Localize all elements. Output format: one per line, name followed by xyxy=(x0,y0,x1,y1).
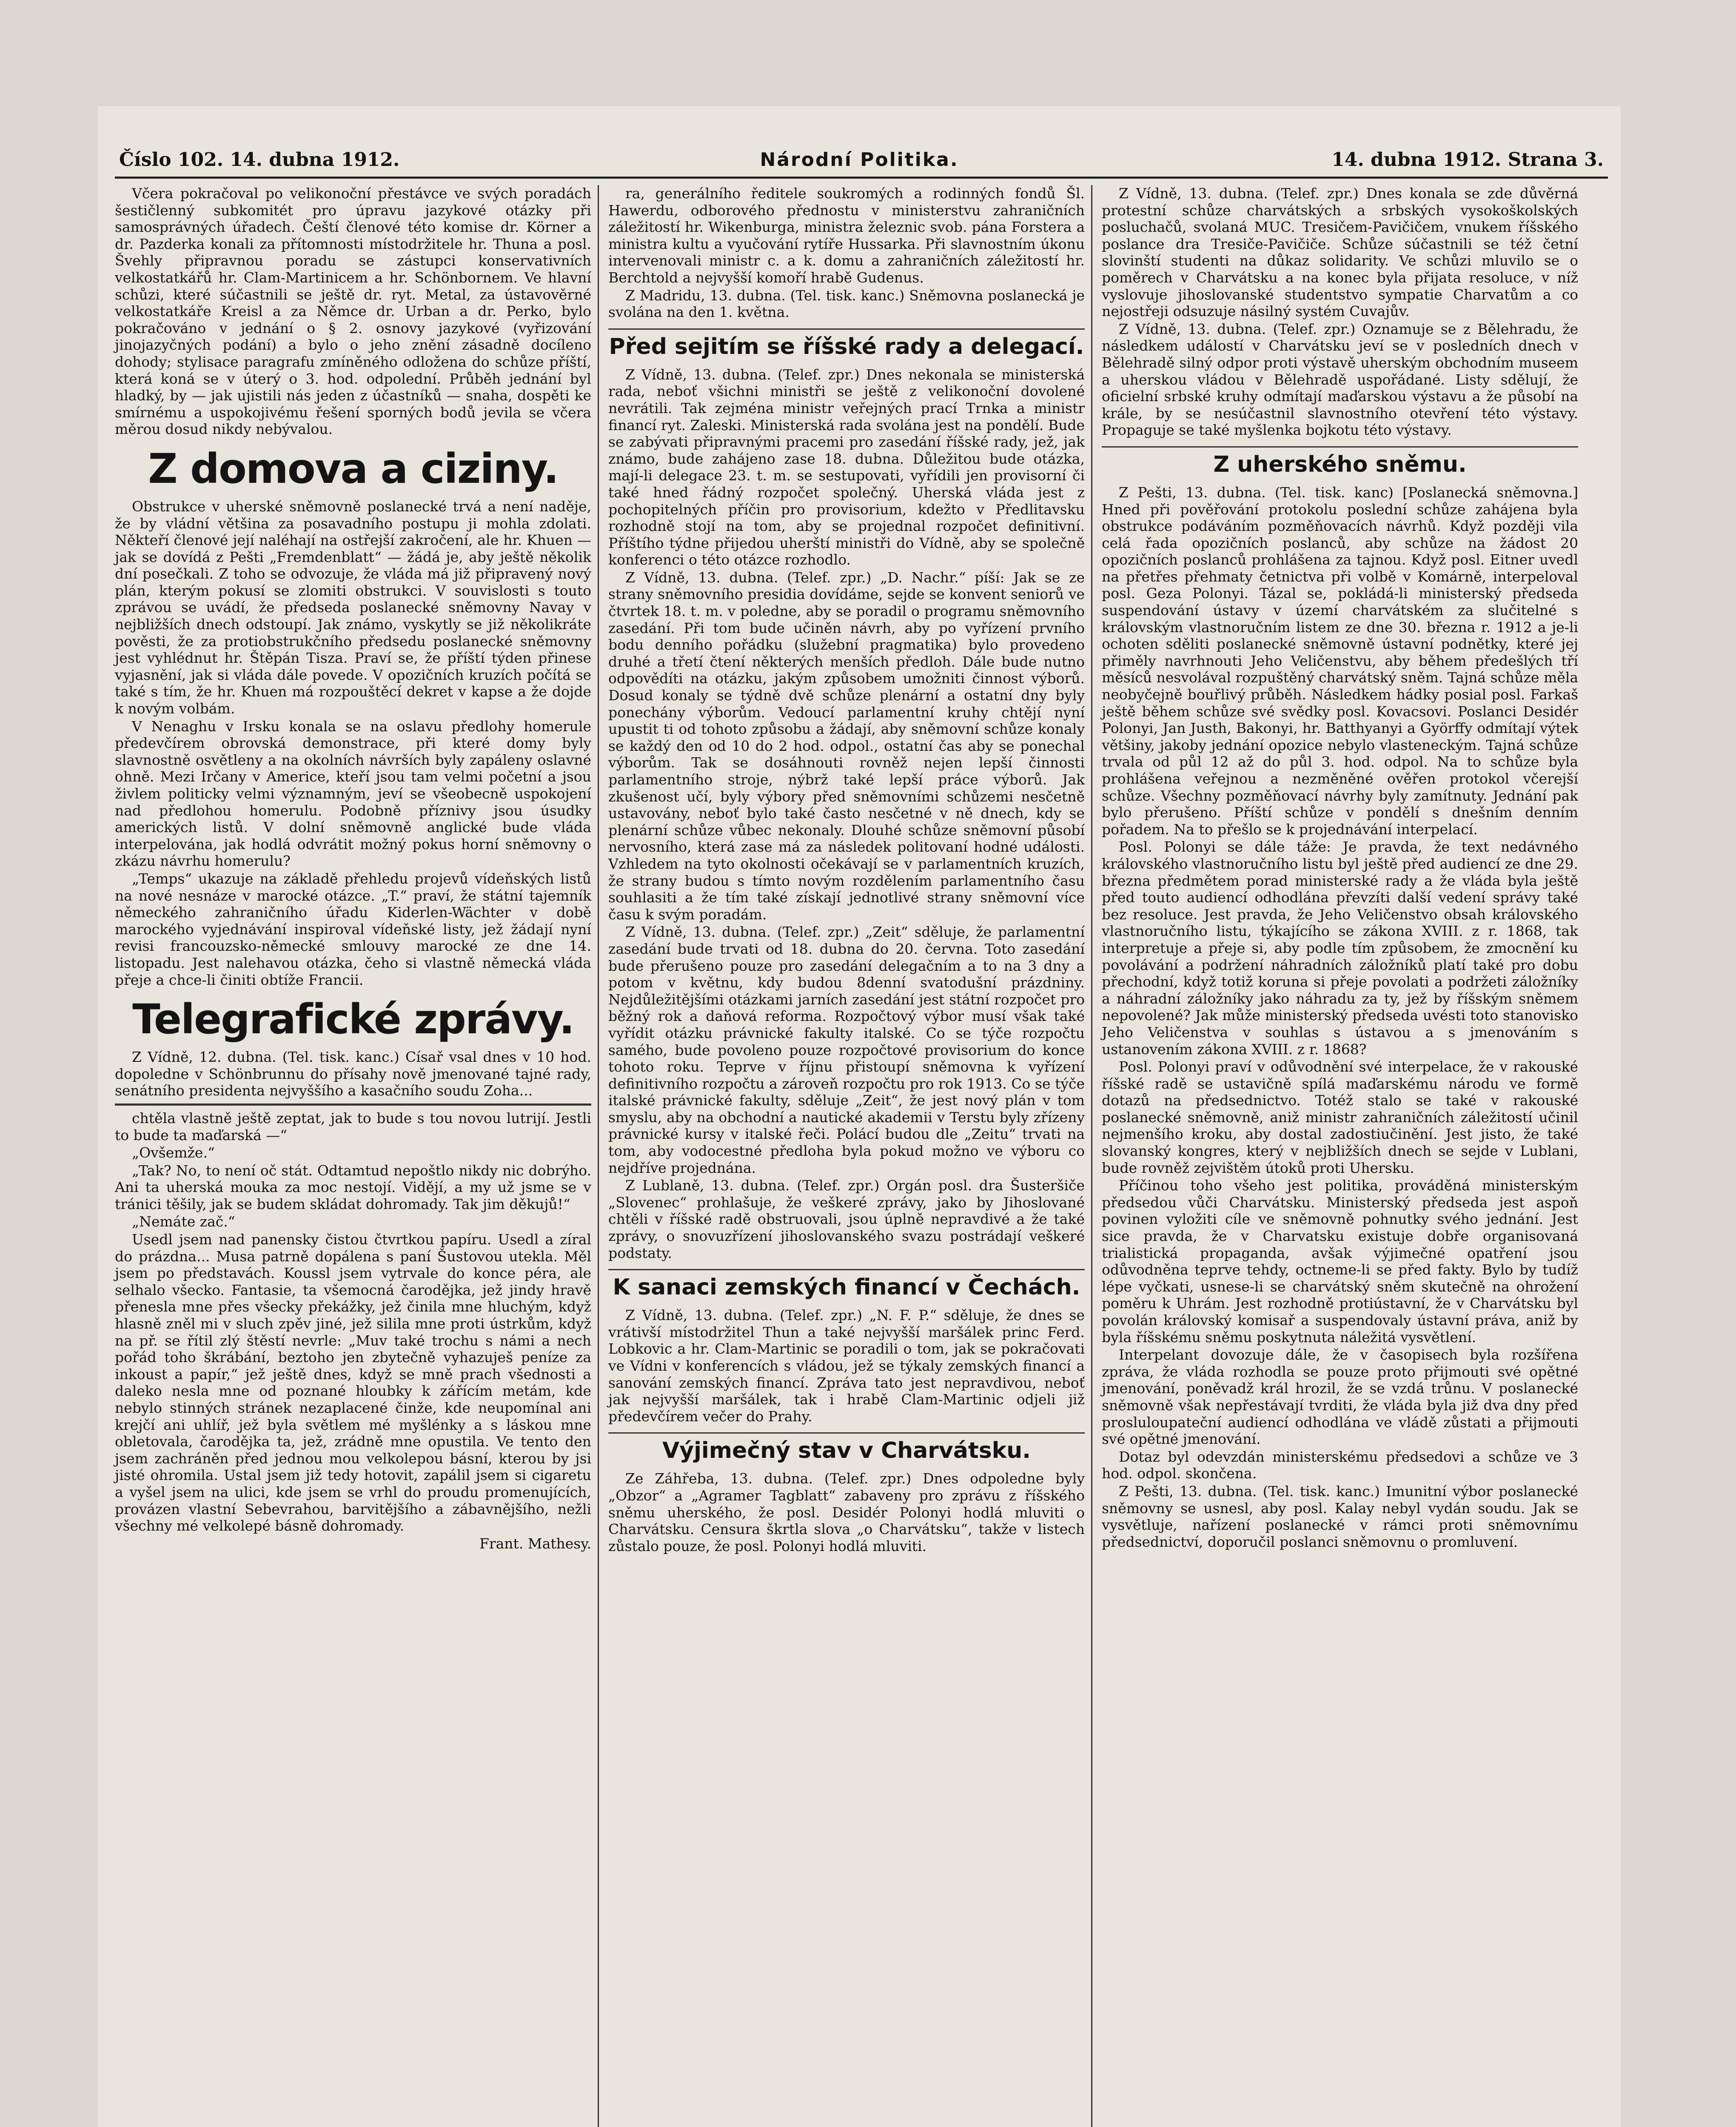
article-paragraph: Dotaz byl odevzdán ministerskému předsedovi a schůze ve 3 hod. odpol. skončena. xyxy=(1102,1448,1578,1482)
article-paragraph: Z Vídně, 12. dubna. (Tel. tisk. kanc.) Císař vsal dnes v 10 hod. dopoledne v Schönbrunnu do přísahy nově jmenované tajné rady, senátního presidenta nejvyššího a kasačního soudu Zoha... xyxy=(115,1049,591,1099)
article-paragraph: Posl. Polonyi praví v odůvodnění své interpelace, že v rakouské říšské radě se ustavičně spílá maďarskému národu ve formě dotazů na předsednictvo. Totéž stalo se také v rakouské poslanecké sněmovně, aniž ministr zahraničních záležitostí učinil nejmenšího kroku, aby dostal zadostiučinění. Jest jisto, že také slovanský kongres, který v nejbližších dnech se sejde v Lublani, bude rovněž zejvištěm útoků proti Uhersku. xyxy=(1102,1058,1578,1176)
article-paragraph: Příčinou toho všeho jest politika, prováděná ministerským předsedou vůči Charvátsku. Ministerský předseda jest aspoň povinen vyložiti cíle ve sněmovně pohnutky svého jednání. Jest sice pravda, že v Charvatsku existuje dobře organisovaná trialistická propaganda, avšak výjimečné opatření jsou odůvodněna teprve tehdy, octneme-li se před fakty. Bylo by tudíž lépe vyčkati, usnese-li se charvátský sněm skutečně na ohrožení poměru k Uhrám. Jest rozhodně protiústavní, že v Charvátsku byl povolán královský komisař a suspendovaly ústavní práva, aniž by byla říšskému sněmu poskytnuta náležitá vysvětlení. xyxy=(1102,1177,1578,1346)
newspaper-page xyxy=(98,106,1621,2127)
article-paragraph: V Nenaghu v Irsku konala se na oslavu předlohy homerule předevčírem obrovská demonstrace, při které domy byly slavnostně osvětleny a na okolních návrších byly zapáleny oslavné ohně. Mezi Irčany v Americe, kteří jsou tam velmi početní a jsou živlem politicky velmi významným, jeví se všeobecně uspokojení nad předlohou homerulu. Podobně příznivy jsou úsudky amerických listů. V dolní sněmovně anglické bude vláda interpelována, jak hodlá odvrátit možný pokus horní sněmovny o zkázu návrhu homerulu? xyxy=(115,718,591,870)
article-paragraph: chtěla vlastně ještě zeptat, jak to bude s tou novou lutrijí. Jestli to bude ta maďarská —“ xyxy=(115,1109,591,1143)
section-heading: Telegrafické zprávy. xyxy=(132,995,574,1044)
section-heading: Výjimečný stav v Charvátsku. xyxy=(608,1432,1085,1464)
issue-number: Číslo 102. 14. dubna 1912. xyxy=(119,149,400,171)
article-paragraph: Z Vídně, 13. dubna. (Telef. zpr.) „D. Nachr.“ píší: Jak se ze strany sněmovního presidia dovídáme, sejde se konvent seniorů ve čtvrtek 18. t. m. v poledne, aby se poradil o programu sněmovního zasedání. Při tom bude učiněn návrh, aby po vyřízení prvního bodu denního pořádku (služební pragmatika) bylo provedeno druhé a třetí čtení některých menších předloh. Dále bude nutno odpovědíti na otázku, jakým způsobem umožniti činnost výborů. Dosud konaly se týdně dvě schůze plenární a ostatní dny byly ponechány výborům. Vedoucí parlamentní kruhy chtějí nyní upustit ti od tohoto způsobu a žádají, aby sněmovní schůze konaly se každý den od 10 do 2 hod. odpol., ostatní čas aby se ponechal výborům. Tak se dosáhnouti rovněž nejen lepší činnosti parlamentního stroje, nýbrž také lepší práce výborů. Jak zkušenost učí, byly výbory před sněmovními schůzemi nesčetně ustavovány, neboť bylo také často nesčetné v ně dnech, kdy se plenární schůze vůbec nekonaly. Dlouhé schůze sněmovní působí nervosního, která zase má za následek politovaní hodné události. Vzhledem na tyto okolnosti očekávají se v parlamentních kruzích, že strany budou s tímto novým rozdělením parlamentního času souhlasiti a že tím také získají jednotlivé strany sněmovní více času k svým poradám. xyxy=(608,569,1085,923)
article-paragraph: „Temps“ ukazuje na základě přehledu projevů vídeňských listů na nové nesnáze v marocké otázce. „T.“ praví, že státní tajemník německého zahraničního úřadu Kiderlen-Wächter v době marockého vyjednávání inspiroval vídeňské listy, jež žádají nyní revisi francouzsko-německé smlouvy marocké ze dne 14. listopadu. Jest nalehavou otázka, čeho si vlastně německá vláda přeje a chce-li činiti obtíže Francii. xyxy=(115,870,591,988)
section-heading: Před sejitím se říšské rady a delegací. xyxy=(608,328,1085,360)
section-heading: Z domova a ciziny. xyxy=(148,445,558,493)
feuilleton-divider xyxy=(115,1103,591,1106)
article-paragraph: Z Pešti, 13. dubna. (Tel. tisk. kanc) [Poslanecká sněmovna.] Hned při pověřování protokolu poslední schůze zahájena byla obstrukce podáváním pozměňovacích návrhů. Když později vila celá řada opozičních poslanců, aby schůze na žádost 20 opozičních poslanců prohlášena za tajnou. Když posl. Eitner uvedl na přetřes přehmaty četnictva při volbě v Komárně, interpeloval posl. Geza Polonyi. Tázal se, pokládá-li ministerský předseda suspendování ústavy v území charvátském za slučitelné s královským vlastnoručním listem ze dne 30. března r. 1912 a je-li ochoten sděliti poslanecké sněmovně ústavní podnětky, které jej přiměly navrhnouti Jeho Veličenstvu, aby během předešlých tří měsíců nesvolával rozpuštěný charvátský sněm. Tajná schůze měla neobyčejně bouřlivý průběh. Následkem hádky posial posl. Farkaš ještě během schůze své svědky posl. Kovacsovi. Poslanci Desidér Polonyi, Jan Justh, Bakonyi, hr. Batthyanyi a Györffy odmítají výtek většiny, jakoby jednání opozice nebylo vlasteneckým. Tajná schůze trvala od půl 12 až do půl 3. hod. odpol. Na to schůze byla prohlášena veřejnou a nezměněné ověřen protokol včerejší schůze. Všechny pozměňovací návrhy byly zamítnuty. Jednání pak bylo přerušeno. Příští schůze v pondělí s dnešním denním pořadem. Na to přešlo se k projednávání interpelací. xyxy=(1102,484,1578,838)
article-paragraph: Z Vídně, 13. dubna. (Telef. zpr.) „N. F. P.“ sděluje, že dnes se vrátivší místodržitel Thun a také nejvyšší maršálek princ Ferd. Lobkovic a hr. Clam-Martinic se poradili o tom, jak se pokračovati ve Vídni v konferencích s vládou, jež se týkaly zemských financí a sanování zemských financí. Zpráva tato jest nepravdivou, neboť jak nejvyšší maršálek, tak i hrabě Clam-Martinic odjeli již předevčírem večer do Prahy. xyxy=(608,1307,1085,1425)
header-rule xyxy=(115,177,1608,179)
section-heading: K sanaci zemských financí v Čechách. xyxy=(608,1269,1085,1301)
column-3 xyxy=(1102,185,1578,1550)
article-paragraph: Posl. Polonyi se dále táže: Je pravda, že text nedávného královského vlastnoručního listu byl ještě před audiencí ze dne 29. března předmětem porad ministerské rady a že vláda byla ještě před touto audiencí odhodlána převzíti další vedení správy také bez resoluce. Jest pravda, že Jeho Veličenstvo obsah královského vlastnoručního listu, týkajícího se zákona XVIII. z r. 1868, tak interpretuje a přeje si, aby podle tím způsobem, že zmocnění ku povolávání a podržení náhradních záložníků platí také pro dobu přechodní, když totiž koruna si přeje povolati a podržeti záložníky a náhradní záložníky jako náhradu za ty, jež by říšským sněmem nepovolené? Jak může ministerský předseda uvésti toto stanovisko Jeho Veličenstva v souhlas s ústavou a s jmenováním s ustanovením zákona XVIII. z r. 1868? xyxy=(1102,838,1578,1058)
date-page: 14. dubna 1912. Strana 3. xyxy=(1331,149,1604,171)
article-paragraph: Z Vídně, 13. dubna. (Telef. zpr.) Oznamuje se z Bělehradu, že následkem událostí v Charvátsku jeví se v posledních dnech v Bělehradě silný odpor proti výstavě uherským obchodním museem a uherskou vládou v Bělehradě uspořádané. Listy sdělují, že oficielní srbské kruhy odmítají maďarskou výstavu a že působí na krále, by se nesúčastnil slavnostního otevření této výstavy. Propaguje se také myšlenka bojkotu této výstavy. xyxy=(1102,320,1578,439)
column-1 xyxy=(115,185,591,2127)
column-divider xyxy=(1091,185,1092,2127)
article-paragraph: Z Lublaně, 13. dubna. (Telef. zpr.) Orgán posl. dra Šusteršiče „Slovenec“ prohlašuje, že veškeré zprávy, jako by Jihoslované chtěli v říšské radě obstruovali, jsou úplně nepravdivé a že také zprávy, o snovuzřízení jihoslovanského svazu postrádají veškeré podstaty. xyxy=(608,1177,1085,1261)
signature: Frant. Mathesy. xyxy=(479,1535,591,1552)
article-paragraph: Z Madridu, 13. dubna. (Tel. tisk. kanc.) Sněmovna poslanecká je svolána na den 1. května. xyxy=(608,287,1085,321)
article-paragraph: Z Vídně, 13. dubna. (Telef. zpr.) Dnes nekonala se ministerská rada, neboť všichni ministři se ještě z velikonoční dovolené nevrátili. Tak zejména ministr veřejných prací Trnka a ministr financí ryt. Zaleski. Ministerská rada svolána jest na pondělí. Bude se zabývati připravnými pracemi pro zasedání říšské rady, jež, jak známo, bude zahájeno zase 18. dubna. Důležitou bude otázka, mají-li delegace 23. t. m. se sestupovati, vyřídili jen provisorní či také hned řádný rozpočet společný. Uherská vláda jest z pochopitelných příčin pro provisorium, kdežto v Předlitavsku rozhodně stojí na tom, aby se projednal rozpočet definitivní. Příštího týdne přijedou uherští ministři do Vídně, aby se společně konferenci o této otázce rozhodlo. xyxy=(608,366,1085,568)
article-paragraph: ra, generálního ředitele soukromých a rodinných fondů Šl. Hawerdu, odborového přednostu v ministerstvu zahraničních záležitostí hr. Wikenburga, ministra železnic svob. pána Forstera a ministra kultu a vyučování rytíře Hussarka. Při slavnostním úkonu intervenovali ministr c. a k. domu a zahraničních záležitostí hr. Berchtold a nejvyšší komoří hrabě Gudenus. xyxy=(608,185,1085,286)
article-paragraph: Usedl jsem nad panensky čistou čtvrtkou papíru. Usedl a zíral do prázdna... Musa patrně dopálena s paní Šustovou utekla. Měl jsem po představách. Koussl jsem vytrvale do konce péra, ale selhalo všecko. Fantasie, ta všemocná čarodějka, jež jindy hravě přenesla mne přes všecky překážky, jež činila mne hluchým, když hlasně zněl mi v sluch zpěv jiné, jež silila mne proti ústrkům, když na př. se řítil zlý štěstí nevrle: „Muv také trochu s námi a nech pořád toho škrábání, beztoho jen zbytečně vyhazuješ peníze za inkoust a papír,“ jež ještě dnes, když se mně prach všednosti a daleko nesla mne od poznané hloubky k zářícím metám, kde nebylo stinných stránek nezaplacené činže, kde neupomínal ani krejčí ani uhlíř, jež byla světlem mé myšlénky a s láskou mne obletovala, čarodějka ta, jež, zrádně mne opustila. Ve tento den jsem zachráněn před jednou mou velkolepou básní, kterou by jsi jisté ohromila. Ustal jsem již tedy hotovit, zapálil jsem si cigaretu a vyšel jsem na ulici, kde jsem se vrhl do proudu promenujících, provázen vlastní Sebevrahou, barvitějšího a zábavnějšího, nežli všechny mé velkolepé básně dohromady. xyxy=(115,1231,591,1534)
article-paragraph: Z Vídně, 13. dubna. (Telef. zpr.) Dnes konala se zde důvěrná protestní schůze charvátských a srbských vysokoškolských posluchačů, svolaná MUC. Tresičem-Pavičičem, vnukem říšského poslance dra Tresiče-Pavičiče. Schůze súčastnili se též četní slovinští studenti na důkaz solidarity. Ve schůzi mluvilo se o poměrech v Charvátsku a na konec byla přijata resoluce, v níž vyslovuje jihoslovanské studentstvo sympatie Charvatům a co nejostřeji odsuzuje násilný systém Cuvajův. xyxy=(1102,185,1578,320)
article-paragraph: „Nemáte zač.“ xyxy=(132,1213,235,1230)
article-paragraph: Ze Záhřeba, 13. dubna. (Telef. zpr.) Dnes odpoledne byly „Obzor“ a „Agramer Tagblatt“ zabaveny pro zprávu z říšského sněmu uherského, že posl. Desidér Polonyi hodlá mluviti o Charvátsku. Censura škrtla slova „o Charvátsku“, takže v listech zůstalo pouze, že posl. Polonyi hodlá mluviti. xyxy=(608,1470,1085,1554)
article-paragraph: Včera pokračoval po velikonoční přestávce ve svých poradách šestičlenný subkomitét pro úpravu jazykové otázky při samosprávných úřadech. Čeští členové této komise dr. Körner a dr. Pazderka konali za přítomnosti místodržitele hr. Thuna a posl. Švehly připravnou poradu se zástupci konservativních velkostatkářů hr. Clam-Martinicem a hr. Schönbornem. Ve hlavní schůzi, které súčastnili se ještě dr. ryt. Metal, za ústavověrné velkostatkáře Kreisl a za Němce dr. Urban a dr. Perko, bylo pokračováno v jednání o § 2. osnovy jazykové (vyřizování jinojazyčných podání) a bylo o jeho znění zásadně docíleno dohody; stylisace paragrafu zmíněného odložena do schůze příští, která koná se v úterý o 3. hod. odpolední. Průběh jednání byl hladký, by — jak ujistili nás jeden z účastníků — snaha, dospěti ke smírnému a uspokojivému řešení sporných bodů jevila se včera měrou dosud nikdy nebývalou. xyxy=(115,185,591,438)
article-paragraph: „Tak? No, to není oč stát. Odtamtud nepoštlo nikdy nic dobrýho. Ani ta uherská mouka za moc nestojí. Vidějí, a my už jsme se v tránici těšily, jak se budem skládat dohromady. Tak jim děkujů!“ xyxy=(115,1162,591,1212)
article-paragraph: Obstrukce v uherské sněmovně poslanecké trvá a není naděje, že by vládní většina za posavadního postupu ji mohla zdolati. Někteří členové její naléhají na ostřejší zakročení, ale hr. Khuen — jak se dovídá z Pešti „Fremdenblatt“ — žádá je, aby ještě několik dní posečkali. Z toho se odvozuje, že vláda má již připravený nový plán, kterým pokusí se zlomiti obstrukci. V souvislosti s touto zprávou se uvádí, že předseda poslanecké sněmovny Navay v nejbližších dnech odstoupí. Jak známo, vyskytly se již několikráte pověsti, že za protiobstrukčního předsedu poslanecké sněmovny jest vyhlédnut hr. Štěpán Tisza. Praví se, že příští týden přinese vyjasnění, jak si vláda dále povede. V opozičních kruzích počítá se také s tím, že hr. Khuen má rozpouštěcí dekret v kapse a že dojde k novým volbám. xyxy=(115,498,591,717)
article-paragraph: „Ovšemže.“ xyxy=(132,1144,215,1161)
article-paragraph: Z Vídně, 13. dubna. (Telef. zpr.) „Zeit“ sděluje, že parlamentní zasedání bude trvati od 18. dubna do 20. června. Toto zasedání bude přerušeno pouze pro zasedání delegačním a to na 3 dny a potom v květnu, kdy budou 8denní svatodušní prázdniny. Nejdůležitějšími otázkami jarních zasedání jest státní rozpočet pro běžný rok a daňová reforma. Rozpočtový výbor musí však také vyřídit otázku právnické fakulty italské. Co se týče rozpočtu samého, bude povoleno pouze rozpočtové provisorium do konce tohoto roku. Teprve v říjnu přistoupí sněmovna k vyřízení definitivního rozpočtu a zároveň rozpočtu pro rok 1913. Co se týče italské právnické fakulty, sděluje „Zeit“, že jest nový plán v tom smyslu, aby na obchodní a nautické akademii v Terstu byly zřízeny právnické kursy v italské řeči. Polácí budou dle „Zeitu“ trvati na tom, aby vodocestné předloha byla pokud možno ve výboru co nejdříve projednána. xyxy=(608,924,1085,1176)
section-heading: Z uherského sněmu. xyxy=(1102,446,1578,478)
article-paragraph: Z Pešti, 13. dubna. (Tel. tisk. kanc.) Imunitní výbor poslanecké sněmovny se usnesl, aby posl. Kalay nebyl vydán soudu. Jak se vysvětluje, nařízení poslanecké v rámci proti sněmovnímu předsednictví, doporučil poslanci sněmovnu o promluvení. xyxy=(1102,1483,1578,1550)
column-2 xyxy=(608,185,1085,2127)
masthead: Národní Politika. xyxy=(760,149,959,171)
column-divider xyxy=(598,185,599,2127)
article-paragraph: Interpelant dovozuje dále, že v časopisech byla rozšířena zpráva, že vláda rozhodla se pouze proto přijmouti své opětné jmenování, poněvadž král hrozil, že se vzdá trůnu. V poslanecké sněmovně však nepřestávají tvrditi, že vláda byla již dva dny před prosluloupateční audiencí odhodlána ve vládě zůstati a přijmouti své opětné jmenování. xyxy=(1102,1346,1578,1448)
